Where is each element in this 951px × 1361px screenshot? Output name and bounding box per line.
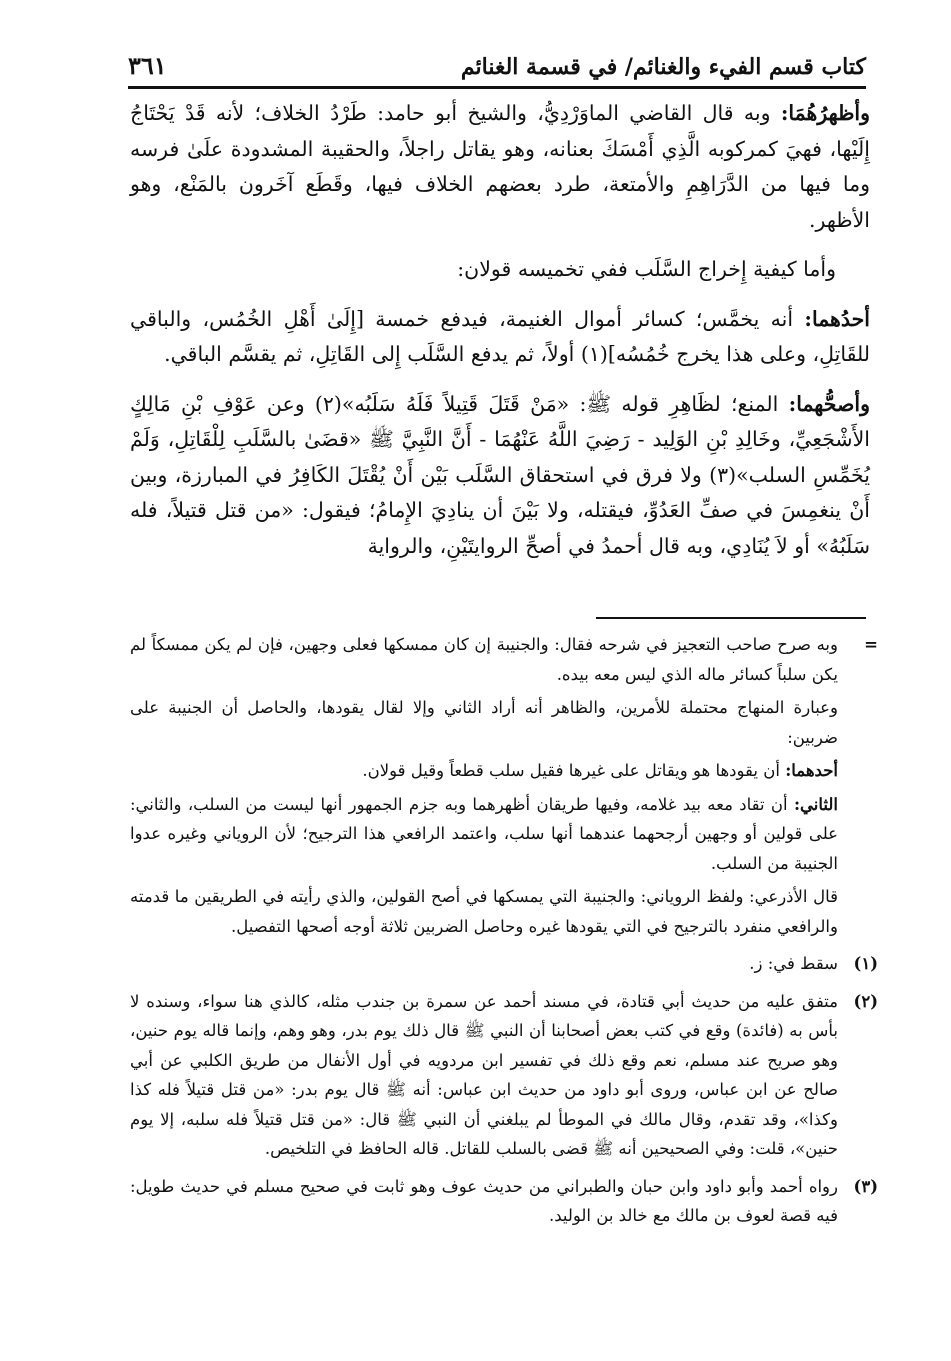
- footnote-1: [130, 949, 878, 983]
- paragraph: [130, 252, 870, 288]
- paragraph-lead: أحدُهما:: [804, 306, 870, 331]
- footnote-paragraph: [130, 756, 838, 786]
- footnote-paragraph: قال الأذرعي: ولفظ الروياني: والجنيبة التي يمسكها في أصح القولين، والذي رأيته في الطريقين ما قدمته والرافعي منفرد بالترجيح في التي يقودها غيره وحاصل الضربين ثلاثة أوجه أصحها التفصيل.: [130, 887, 838, 936]
- footnote-mark: (١): [853, 954, 878, 973]
- footnote-mark: =: [864, 635, 878, 654]
- footnote-paragraph: متفق عليه من حديث أبي قتادة، في مسند أحمد عن سمرة بن جندب مثله، كالذي هنا سواء، وسنده لا بأس به (فائدة) وقع في كتب بعض أصحابنا أن النبي ﷺ قال ذلك يوم بدر، وهو وهم، وإنما قاله يوم حنين، وهو صريح عند مسلم، نعم وقع ذلك في تفسير ابن مردويه في أول الأنفال من طريق الكلبي عن أبي صالح عن ابن عباس، وروى أبو داود من حديث ابن عباس: أنه ﷺ قال يوم بدر: «من قتل قتيلاً فله كذا وكذا»، وقد تقدم، وقال مالك في الموطأ لم يبلغني أن النبي ﷺ قال: «من قتل قتيلاً فله سلبه، إلا يوم حنين»، قلت: وفي الصحيحين أنه ﷺ قضى بالسلب للقاتل. قاله الحافظ في التلخيص.: [130, 991, 838, 1158]
- footnote-paragraph: رواه أحمد وأبو داود وابن حبان والطبراني من حديث عوف وهو ثابت في صحيح مسلم في حديث طويل: فيه قصة لعوف بن مالك مع خالد بن الوليد.: [130, 1176, 838, 1225]
- footnote-text: أن يقودها هو ويقاتل على غيرها فقيل سلب قطعاً وقيل قولان.: [362, 761, 786, 780]
- footnote-body: [130, 987, 838, 1168]
- paragraph-lead: وأصحُّهما:: [788, 391, 870, 416]
- paragraph-lead: وأظهرُهُمَا:: [780, 101, 870, 125]
- footnote-body: [130, 949, 838, 983]
- paragraph-text: أنه يخمَّس؛ كسائر أموال الغنيمة، فيدفع خمسة [إِلَىٰ أَهْلِ الخُمُس، والباقي للقَاتِلِ، وعلى هذا يخرج خُمُسُه](١) أولاً، ثم يدفع السَّلَب إِلى القَاتِلِ، ثم يقسَّم الباقي.: [130, 306, 870, 366]
- footnotes: [130, 630, 878, 1239]
- paragraph: [130, 302, 870, 373]
- paragraph-text: وبه قال القاضي الماوَرْدِيُّ، والشيخ أبو حامد: طَرْدُ الخلاف؛ لأنه قَدْ يَحْتَاجُ إِلَيْها، فهيَ كمركوبه الَّذِي أَمْسَكَ بعنانه، وهو يقاتل راجلاً، والحقيبة المشدودة علَىٰ فرسه وما فيها من الدَّرَاهِمِ والأمتعة، طرد بعضهم الخلاف فيها، وقَطَع آخَرون بالمَنْع، وهو الأظهر.: [130, 101, 870, 232]
- footnote-continuation: [130, 630, 878, 945]
- footnote-paragraph: [130, 790, 838, 879]
- footnote-paragraph: سقط في: ز.: [749, 954, 838, 973]
- footnote-lead: الثاني:: [793, 794, 838, 814]
- footnote-separator: [596, 617, 866, 619]
- footnote-lead: أحدهما:: [785, 761, 838, 780]
- footnote-mark: (٢): [853, 991, 878, 1011]
- page-header: [128, 36, 866, 89]
- footnote-3: [130, 1172, 878, 1235]
- paragraph: [130, 96, 870, 238]
- footnote-mark: (٣): [853, 1176, 878, 1196]
- paragraph-text: وأما كيفية إِخراج السَّلَب ففي تخميسه قولان:: [457, 257, 836, 281]
- page-number: ٣٦١: [128, 51, 167, 80]
- footnote-body: [130, 630, 838, 945]
- main-text: [130, 96, 870, 578]
- paragraph: [130, 387, 870, 565]
- footnote-paragraph: وبه صرح صاحب التعجيز في شرحه فقال: والجنيبة إن كان ممسكها فعلى وجهين، فإن لم يكن ممسكاً لم يكن سلباً كسائر ماله الذي ليس معه بيده.: [130, 635, 838, 684]
- footnote-2: [130, 987, 878, 1168]
- running-title: كتاب قسم الفيء والغنائم/ في قسمة الغنائم: [460, 54, 866, 80]
- footnote-body: [130, 1172, 838, 1235]
- footnote-paragraph: وعبارة المنهاج محتملة للأمرين، والظاهر أنه أراد الثاني وإلا لقال يقودها، والحاصل أن الجنيبة على ضربين:: [130, 698, 838, 747]
- paragraph-text: المنع؛ لظَاهِرِ قوله ﷺ: «مَنْ قَتَلَ قَتِيلاً فَلَهُ سَلَبُه»(٢) وعن عَوْفِ بْنِ مَالِكٍ الأَشْجَعِيِّ، وخَالِدِ بْنِ الوَلِيد - رَضِيَ اللَّهُ عَنْهُمَا - أَنَّ النَّبِيَّ ﷺ «قضَىٰ بالسَّلَبِ لِلْقَاتِلِ، وَلَمْ يُخَمِّسِ السلب»(٣) ولا فرق في استحقاق السَّلَب بَيْن أَنْ يُقْتَلَ الكَافِرُ في المبارزة، وبين أَنْ ينغمِسَ في صفِّ العَدُوِّ، فيقتله، ولا بَيْنَ أن ينادِيَ الإِمامُ؛ فيقول: «من قتل قتيلاً، فله سَلَبُهُ» أو لاَ يُنَادِي، وبه قال أحمدُ في أصحِّ الروايتَيْنِ، والرواية: [130, 391, 870, 558]
- footnote-text: أن تقاد معه بيد غلامه، وفيها طريقان أظهرهما وبه جزم الجمهور أنها ليست من السلب، والثاني: على قولين أو وجهين أرجحهما عندهما أنها سلب، واعتمد الرافعي هذا الترجيح؛ لأن الروياني وغيره عدوا الجنيبة من السلب.: [130, 794, 838, 873]
